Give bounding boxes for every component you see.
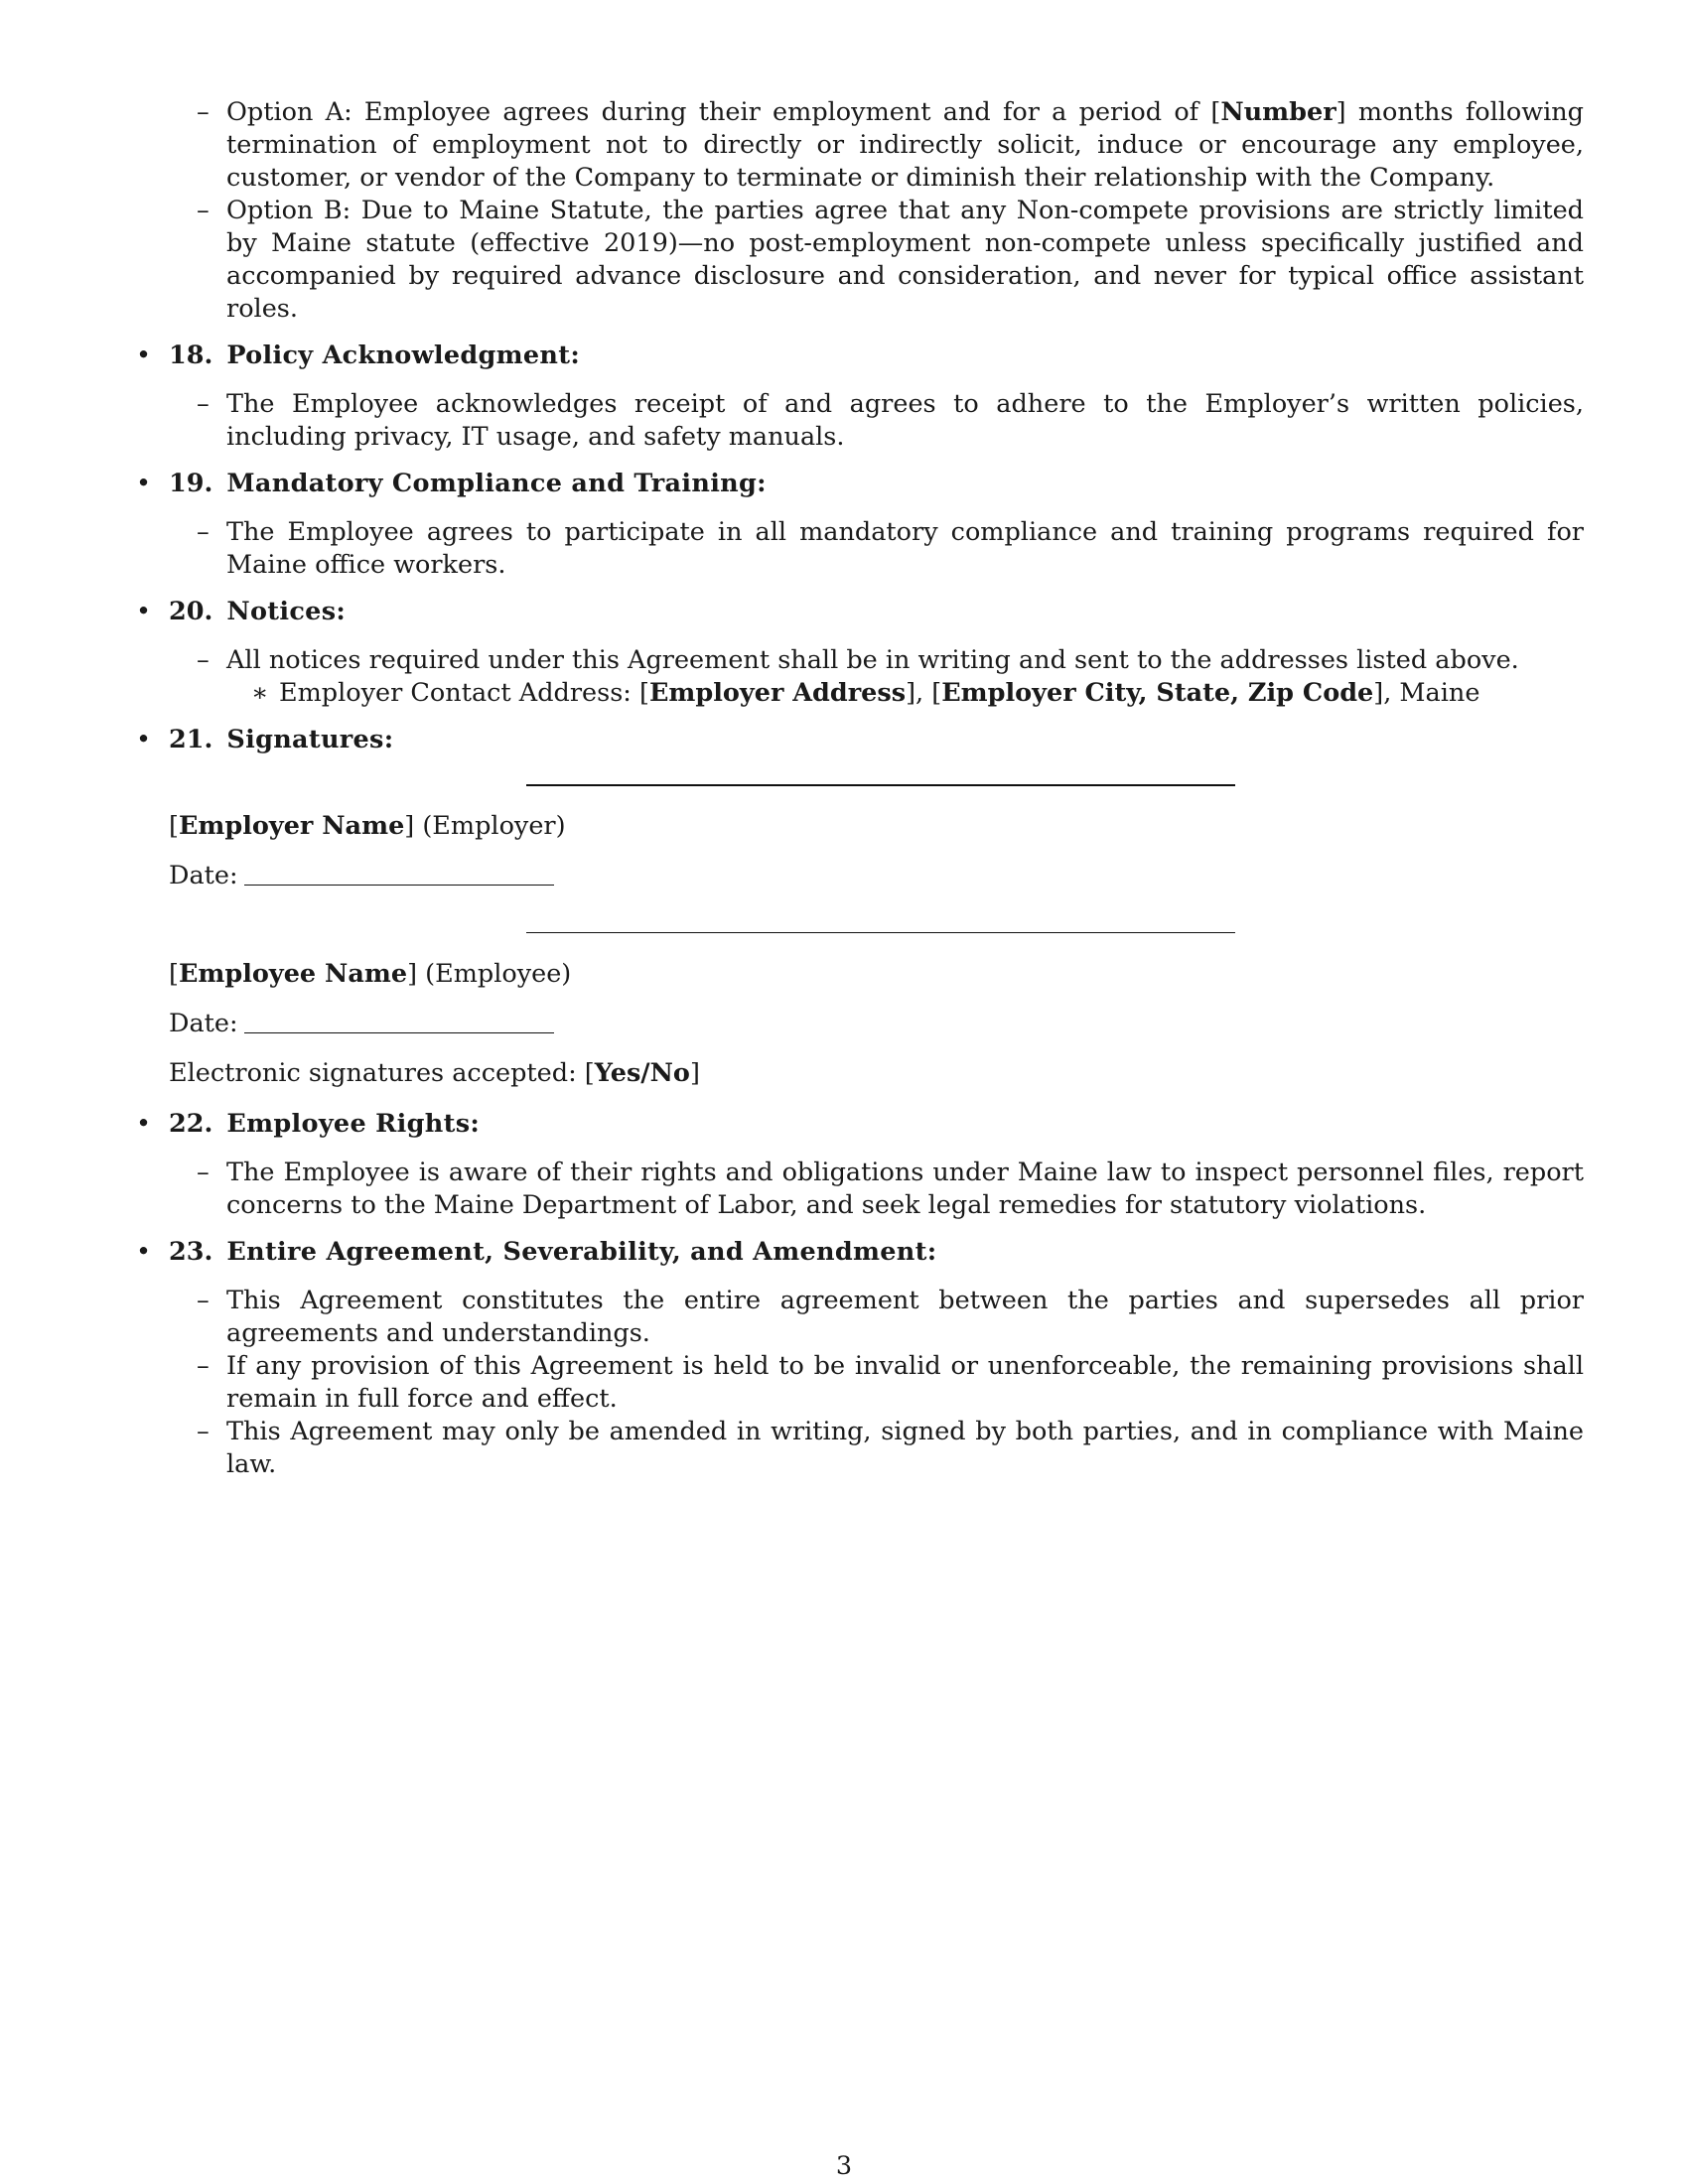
employer-date-field[interactable] [244,885,554,886]
page-content [134,96,1584,772]
bullet-marker: • [136,725,152,754]
section-title: Policy Acknowledgment: [226,341,581,370]
employee-role: (Employee) [417,959,572,989]
bullet-marker: • [136,469,152,498]
employer-address-placeholder: Employer Address [648,678,907,708]
close-bracket: ] [906,678,916,708]
date-label: Date: [169,1009,238,1038]
close-bracket: ] [1336,97,1346,127]
bullet-marker: • [136,597,152,626]
esig-label: Electronic signatures accepted: [169,1058,585,1088]
section-number: 23. [169,1237,213,1267]
section-23-text-3: This Agreement may only be amended in writing, signed by both parties, and in compliance with Maine law. [226,1417,1584,1479]
section-number: 18. [169,341,213,370]
section-title: Entire Agreement, Severability, and Amendment: [226,1237,937,1267]
employer-contact-address [134,677,1584,710]
close-bracket: ] [689,1058,700,1088]
option-b-text: Option B: Due to Maine Statute, the parties agree that any Non-compete provisions are strictly limited by Maine statute (effective 2019)—no post-employment non-compete unless specifically justified and accompanied by required advance disclosure and consideration, and never for typical office assistant roles. [226,196,1584,324]
comma-separator: , [915,678,932,708]
close-bracket: ] [404,811,415,841]
employer-name-line [169,810,566,843]
section-23-item-3 [134,1416,1584,1481]
dash-marker: – [197,1417,210,1446]
employer-name-placeholder: Employer Name [178,811,405,841]
section-20-text: All notices required under this Agreement shall be in writing and sent to the addresses listed above. [226,645,1519,675]
open-bracket: [ [639,678,649,708]
employee-name-placeholder: Employee Name [178,959,408,989]
section-title: Mandatory Compliance and Training: [226,469,767,498]
section-18-item [134,388,1584,454]
section-20-item [134,644,1584,677]
section-18-text: The Employee acknowledges receipt of and agrees to adhere to the Employer’s written policies, including privacy, IT usage, and safety manuals. [226,389,1584,452]
open-bracket: [ [1210,97,1221,127]
page-content-lower [134,1108,1584,1481]
contact-label: Employer Contact Address: [279,678,640,708]
section-number: 20. [169,597,213,626]
section-23-text-2: If any provision of this Agreement is held to be invalid or unenforceable, the remaining provisions shall remain in full force and effect. [226,1351,1584,1414]
section-23-heading [134,1236,1584,1269]
page-number: 3 [835,2151,853,2181]
employee-signature-line[interactable] [526,932,1235,933]
dash-marker: – [197,1351,210,1381]
date-label: Date: [169,861,238,890]
section-22-heading [134,1108,1584,1141]
dash-marker: – [197,389,210,419]
bullet-marker: • [136,1237,152,1267]
section-23-item-2 [134,1350,1584,1416]
esig-value-placeholder: Yes/No [594,1058,690,1088]
section-number: 22. [169,1109,213,1139]
section-21-heading [134,724,1584,756]
option-a [134,96,1584,195]
open-bracket: [ [931,678,942,708]
dash-marker: – [197,196,210,225]
electronic-signature-row [169,1057,700,1090]
section-title: Notices: [226,597,347,626]
section-number: 21. [169,725,213,754]
section-19-text: The Employee agrees to participate in all mandatory compliance and training programs required for Maine office workers. [226,517,1584,580]
section-title: Employee Rights: [226,1109,481,1139]
dash-marker: – [197,97,210,127]
open-bracket: [ [169,811,179,841]
option-a-text-start: Option A: Employee agrees during their employment and for a period of [226,97,1211,127]
option-a-text-end: months following termination of employment not to directly or indirectly solicit, induce or encourage any employee, customer, or vendor of the Company to terminate or diminish their relationship with the Company. [226,97,1585,193]
section-23-text-1: This Agreement constitutes the entire agreement between the parties and supersedes all prior agreements and understandings. [226,1286,1584,1348]
section-title: Signatures: [226,725,394,754]
number-placeholder: Number [1220,97,1336,127]
employee-date-field[interactable] [244,1032,554,1033]
section-19-heading [134,468,1584,500]
employer-date-row [169,860,554,892]
open-bracket: [ [169,959,179,989]
dash-marker: – [197,1158,210,1187]
option-b [134,195,1584,326]
section-23-item-1 [134,1285,1584,1350]
section-18-heading [134,340,1584,372]
section-22-text: The Employee is aware of their rights and obligations under Maine law to inspect personnel files, report concerns to the Maine Department of Labor, and seek legal remedies for statutory violations. [226,1158,1584,1220]
section-number: 19. [169,469,213,498]
employee-date-row [169,1008,554,1040]
dash-marker: – [197,645,210,675]
close-bracket: ] [1373,678,1384,708]
state-text: , Maine [1383,678,1480,708]
employee-name-line [169,958,571,991]
open-bracket: [ [584,1058,595,1088]
section-20-heading [134,596,1584,628]
employer-city-placeholder: Employer City, State, Zip Code [941,678,1374,708]
dash-marker: – [197,1286,210,1315]
employer-role: (Employer) [414,811,566,841]
section-22-item [134,1157,1584,1222]
asterisk-marker: ∗ [251,678,269,708]
bullet-marker: • [136,1109,152,1139]
dash-marker: – [197,517,210,547]
close-bracket: ] [407,959,418,989]
employer-signature-line[interactable] [526,784,1235,786]
section-19-item [134,516,1584,582]
bullet-marker: • [136,341,152,370]
